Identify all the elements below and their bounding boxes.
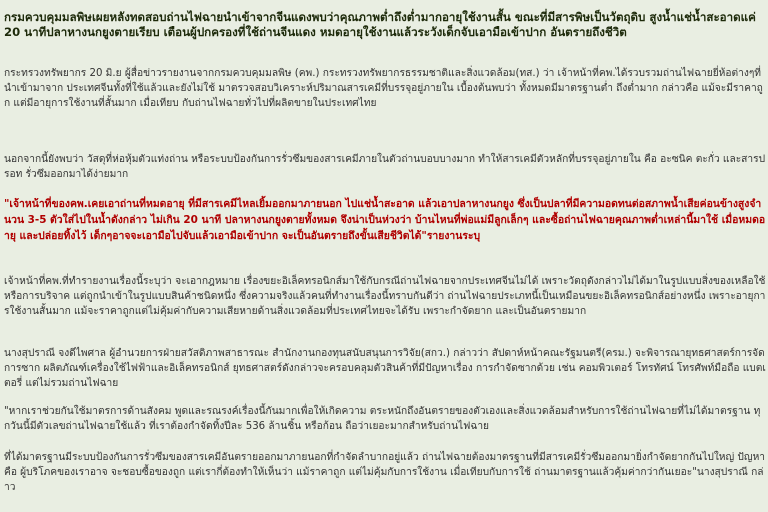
article-paragraph: นอกจากนี้ยังพบว่า วัสดุที่ห่อหุ้มตัวแท่งถ่าน หรือระบบป้องกันการรั่วซึมของสารเคมีภายในตัวถ่านบอบบางมาก ทำให้สารเคมีตัวหลักที่บรรจุอยู่ภายใน คือ อะซนิค ตะกั่ว และสารปรอท รั่วซึมออกมาได้ง่ายมาก <box>4 154 766 181</box>
article-paragraph: กระทรวงทรัพยากร 20 มิ.ย ผู้สื่อข่าวรายงานจากกรมควบคุมมลพิษ (คพ.) กระทรวงทรัพยากรธรรมชาติและสิ่งแวดล้อม(ทส.) ว่า เจ้าหน้าที่คพ.ได้รวบรวมถ่านไฟฉายยี่ห้อต่างๆที่นำเข้ามาจาก ประเทศจีนทั้งที่ใช้แล้วและยังไม่ใช้ มาตรวจสอบวิเคราะห์ปริมาณสารเคมีที่บรรจุอยู่ภายใน เบื้องต้นพบว่า ทั้งหมดมีมาตรฐานต่ำ ถึงต่ำมาก กล่าวคือ แม้จะมีราคาถูก แต่มีอายุการใช้งานที่สั้นมาก เมื่อเทียบ กับถ่านไฟฉายทั่วไปที่ผลิตขายในประเทศไทย <box>4 68 763 110</box>
article-paragraph: "หากเราช่วยกันใช้มาตรการด้านสังคม พูดและรณรงค์เรื่องนี้กันมากเพื่อให้เกิดความ ตระหนักถึงอันตรายของตัวเองและสิ่งแวดล้อมสำหรับการใช้ถ่านไฟฉายที่ไม่ได้มาตรฐาน ทุกวันนี้มีตัวเลขถ่านไฟฉายใช้แล้ว ที่เราต้องกำจัดทิ้งปีละ 536 ล้านชิ้น หรือก้อน ถือว่าเยอะมากสำหรับถ่านไฟฉาย <box>4 406 761 433</box>
article-paragraph: ที่ได้มาตรฐานมีระบบป้องกันการรั่วซึมของสารเคมีอันตรายออกมาภายนอกที่กำจัดลำบากอยู่แล้ว ถ่านไฟฉายต้องมาตรฐานที่มีสารเคมีรั่วซึมออกมายิ่งกำจัดยากกันไปใหญ่ ปัญหาคือ ผู้บริโภคของเราอาจ จะชอบซื้อของถูก แต่เรากี่ต้องทำให้เห็นว่า แม้ราคาถูก แต่ไม่คุ้มกับการใช้งาน เมื่อเทียบกับการใช้ ถ่านมาตรฐานแล้วคุ้มค่ากว่ากันเยอะ"นางสุปราณี กล่าว <box>4 452 766 494</box>
highlighted-quote-paragraph: "เจ้าหน้าที่ของคพ.เคยเอาถ่านที่หมดอายุ ที่มีสารเคมีไหลเยิ้มออกมาภายนอก ไปแช่น้ำสะอาด แล้วเอาปลาหางนกยูง ซึ่งเป็นปลาที่มีความอดทนต่อสภาพน้ำเสียค่อนข้างสูงจำนวน 3-5 ตัวใส่ไปในน้ำดังกล่าว ไม่เกิน 20 นาที ปลาหางนกยูงตายทั้งหมด จึงน่าเป็นห่วงว่า บ้านไหนที่พ่อแม่มีลูกเล็กๆ และซื้อถ่านไฟฉายคุณภาพต่ำเหล่านี้มาใช้ เมื่อหมดอายุ และปล่อยทิ้งไว้ เด็กๆอาจจะเอามือไปจับแล้วเอามือเข้าปาก จะเป็นอันตรายถึงขั้นเสียชีวิตได้"รายงานระบุ <box>4 198 766 242</box>
article-paragraph: เจ้าหน้าที่คพ.ที่ทำรายงานเรื่องนี้ระบุว่า จะเอากฎหมาย เรื่องขยะอิเล็คทรอนิกส์มาใช้กับกรณีถ่านไฟฉายจากประเทศจีนไม่ได้ เพราะวัตถุดังกล่าวไม่ได้มาในรูปแบบสิ่งของเหลือใช้หรือการบริจาค แต่ถูกนำเข้าในรูปแบบสินค้าชนิดหนึ่ง ซึ่งความจริงแล้วคนที่ทำงานเรื่องนี้ทราบกันดีว่า ถ่านไฟฉายประเภทนี้เป็นเหมือนขยะอิเล็คทรอนิกส์อย่างหนึ่ง เพราะอายุการใช้งานสั้นมาก แม้จะราคาถูกแต่ไม่คุ้มค่ากับความเสียหายด้านสิ่งแวดล้อมที่ประเทศไทยจะได้รับ เพราะกำจัดยาก และเป็นอันตรายมาก <box>4 276 766 318</box>
article-paragraph: นางสุปราณี จงดีไพศาล ผู้อำนวยการฝ่ายสวัสดิภาพสาธารณะ สำนักงานกองทุนสนับสนุนการวิจัย(สกว.) กล่าวว่า สัปดาห์หน้าคณะรัฐมนตรี(ครม.) จะพิจารณายุทธศาสตร์การจัดการซาก ผลิตภัณฑ์เครื่องใช้ไฟฟ้าและอิเล็คทรอนิกส์ ยุทธศาสตร์ดังกล่าวจะครอบคลุมตัวสินค้าที่มีปัญหาเรื่อง การกำจัดซากด้วย เช่น คอมพิวเตอร์ โทรทัศน์ โทรศัพท์มือถือ แบตเตอรี่ แต่ไม่รวมถ่านไฟฉาย <box>4 348 766 390</box>
article-headline: กรมควบคุมมลพิษเผยหลังทดสอบถ่านไฟฉายนำเข้าจากจีนแดงพบว่าคุณภาพต่ำถึงต่ำมากอายุใช้งานสั้น ขณะที่มีสารพิษเป็นวัตถุดิบ สูงน้ำแช่น้ำสะอาดแค่ 20 นาทีปลาหางนกยูงตายเรียบ เตือนผู้ปกครองที่ใช้ถ่านจีนแดง หมดอายุใช้งานแล้วระวังเด็กจับเอามือเข้าปาก อันตรายถึงชีวิต <box>4 10 756 39</box>
